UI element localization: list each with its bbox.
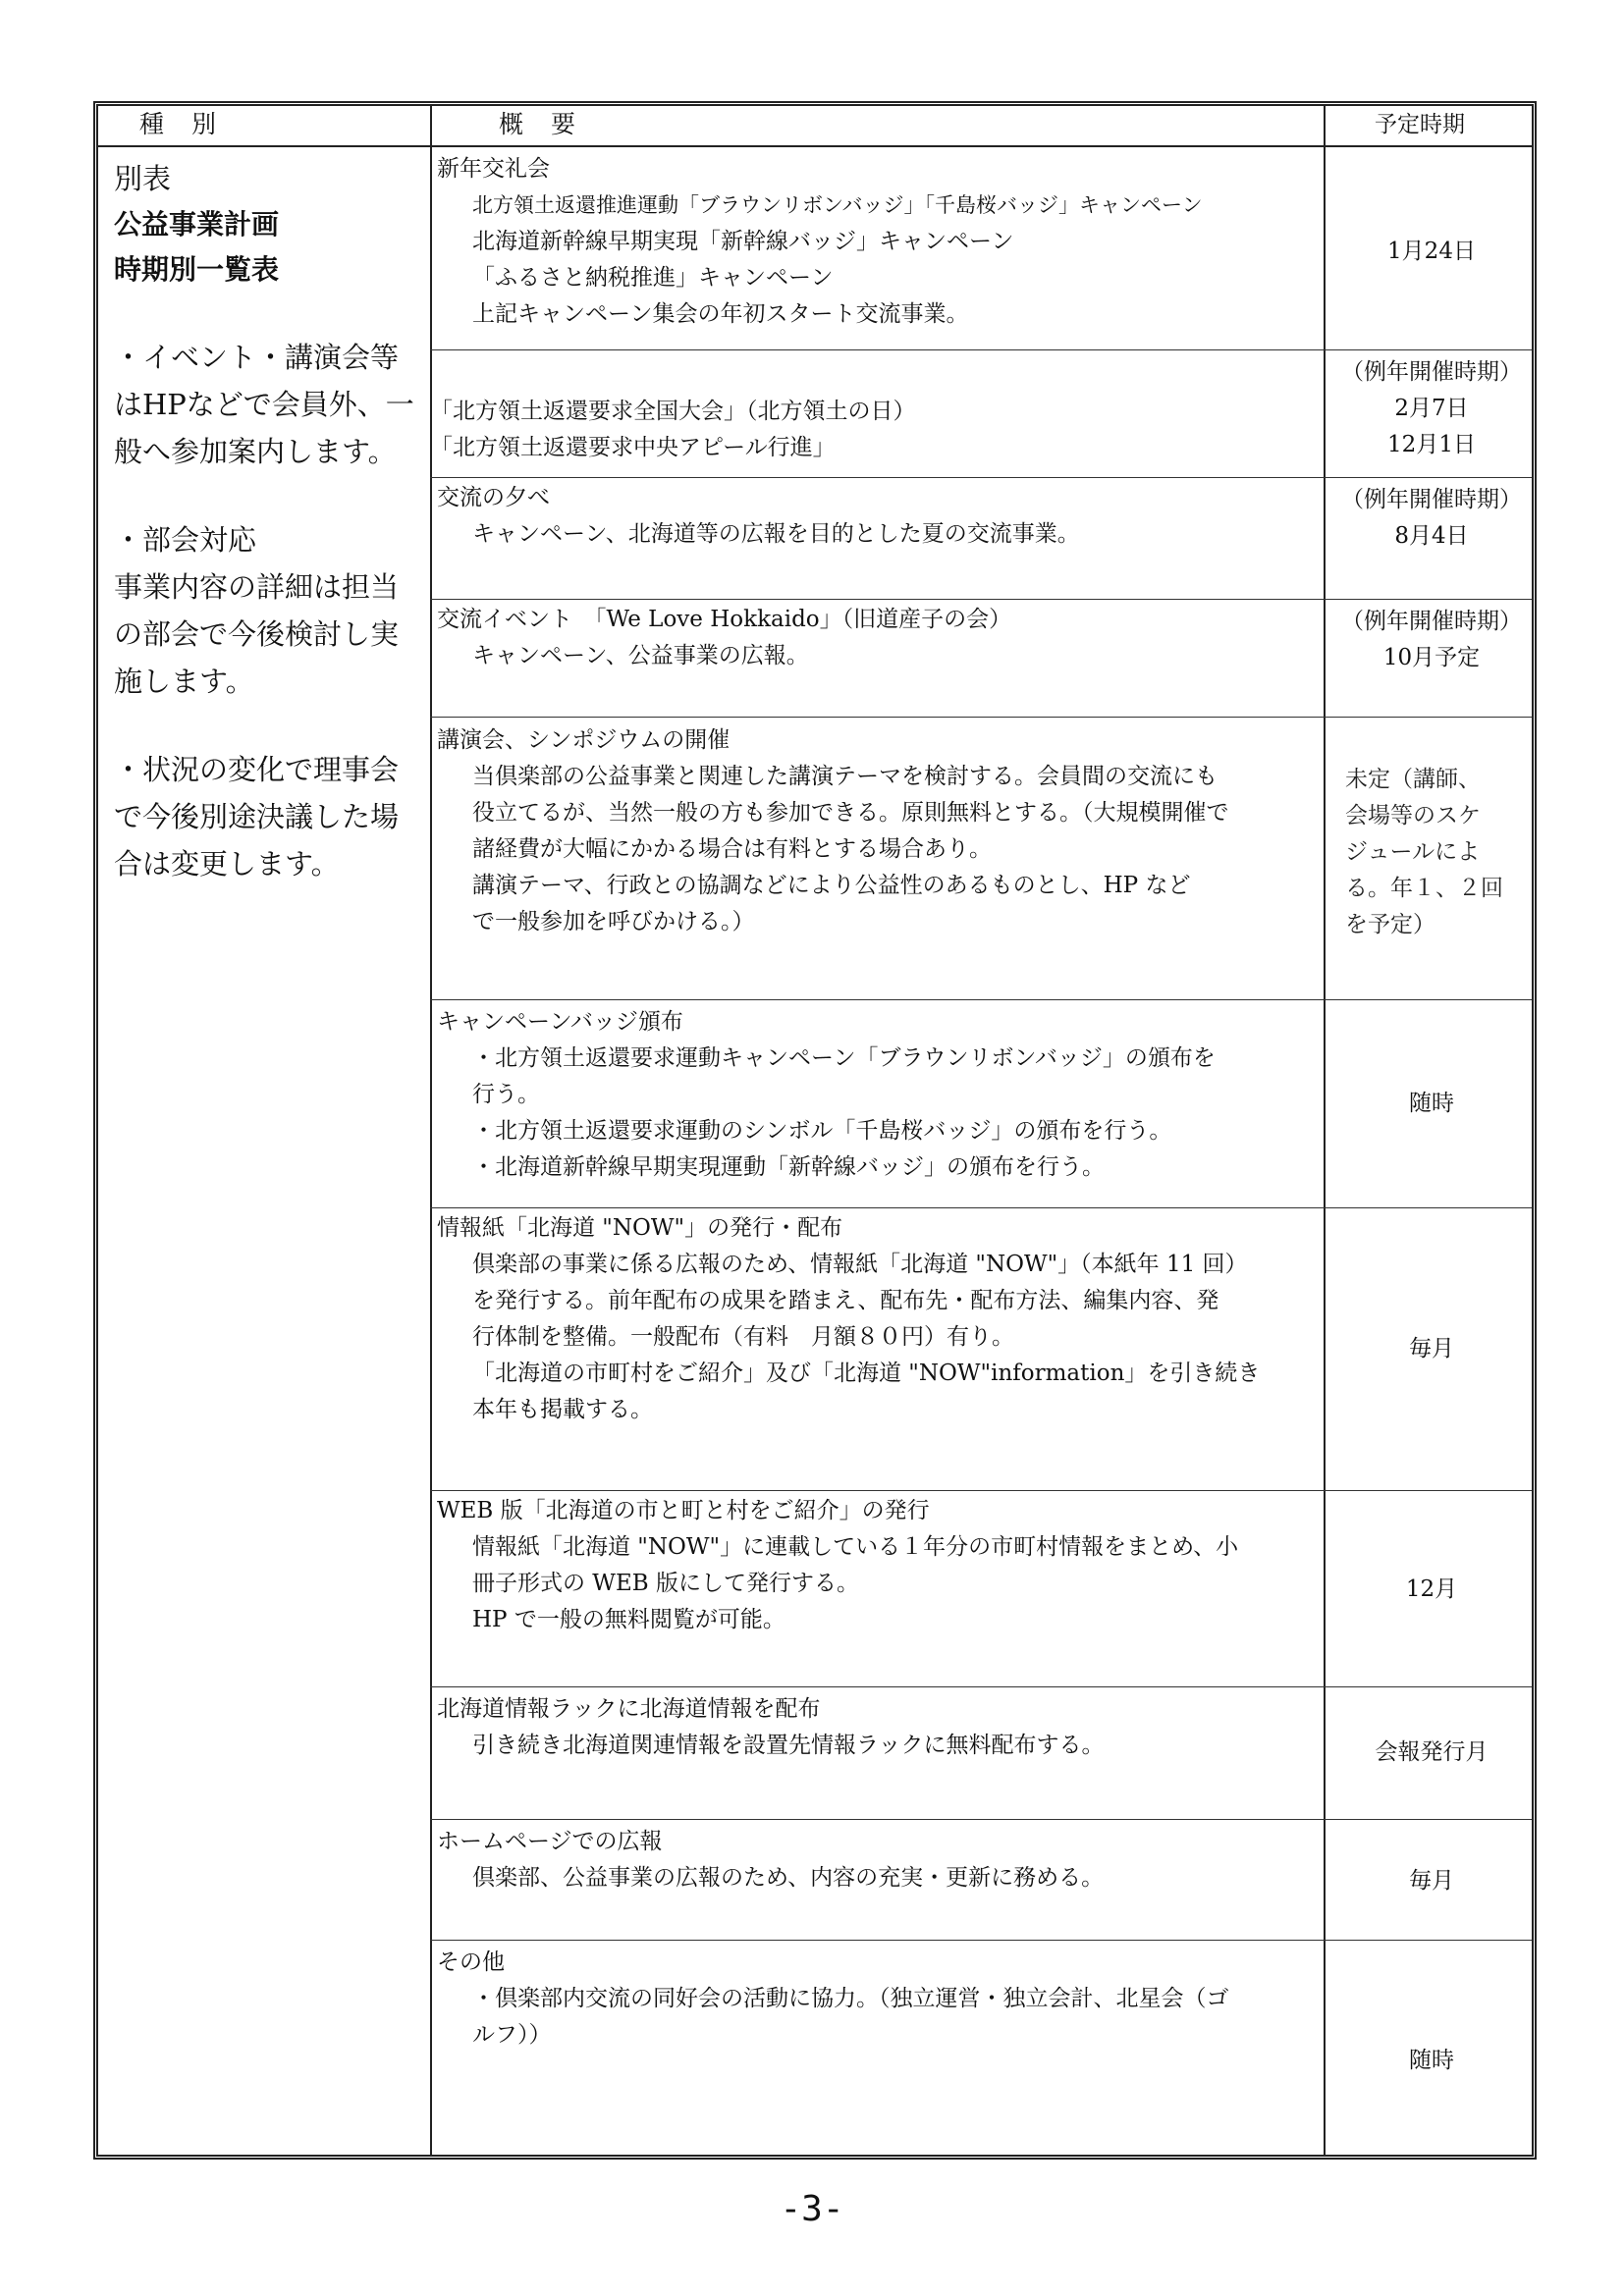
row-line: HP で一般の無料閲覧が可能。 — [472, 1607, 785, 1632]
row-line: 情報紙「北海道 "NOW"」に連載している１年分の市町村情報をまとめ、小 — [472, 1534, 1239, 1560]
row-info-rack — [437, 1691, 1326, 1764]
row-title: ホームページでの広報 — [437, 1829, 663, 1854]
row-title: 交流イベント 「We Love Hokkaido」（旧道産子の会） — [437, 607, 1012, 632]
row-divider — [430, 349, 1532, 350]
row-schedule — [1333, 2043, 1530, 2079]
schedule-value: 12月1日 — [1387, 432, 1476, 457]
row-we-love-hokkaido — [437, 602, 1326, 674]
row-schedule — [1333, 604, 1530, 676]
row-title: WEB 版「北海道の市と町と村をご紹介」の発行 — [437, 1498, 930, 1523]
row-badge-distribution — [437, 1004, 1326, 1186]
header-category: 種別 — [139, 110, 244, 138]
row-line: キャンペーン、公益事業の広報。 — [472, 643, 809, 668]
row-line: ルフ）） — [472, 2022, 552, 2048]
schedule-value: 会場等のスケ — [1345, 803, 1481, 828]
row-lecture-symposium — [437, 722, 1326, 940]
row-divider — [430, 1819, 1532, 1820]
row-title: 新年交礼会 — [437, 156, 550, 182]
row-schedule — [1333, 762, 1532, 943]
row-line: 役立てるが、当然一般の方も参加できる。原則無料とする。（大規模開催で — [472, 800, 1229, 826]
row-schedule — [1333, 482, 1530, 555]
row-line: 北方領土返還推進運動「ブラウンリボンバッジ」「千島桜バッジ」キャンペーン — [472, 193, 1203, 217]
row-line: ・北海道新幹線早期実現運動「新幹線バッジ」の頒布を行う。 — [472, 1154, 1105, 1180]
schedule-value: を予定） — [1345, 912, 1435, 937]
row-web-edition — [437, 1493, 1326, 1638]
row-divider — [430, 999, 1532, 1000]
row-national-rally — [430, 394, 1319, 466]
row-title: その他 — [437, 1949, 505, 1975]
schedule-value: 毎月 — [1409, 1336, 1454, 1362]
row-title: 情報紙「北海道 "NOW"」の発行・配布 — [437, 1215, 843, 1241]
row-schedule — [1333, 1331, 1530, 1367]
row-line: 倶楽部、公益事業の広報のため、内容の充実・更新に務める。 — [472, 1865, 1105, 1891]
row-line: 行体制を整備。一般配布（有料 月額８０円）有り。 — [472, 1324, 1014, 1350]
schedule-value: （例年開催時期） — [1341, 487, 1522, 512]
appendix-label: 別表 — [114, 162, 172, 195]
row-line: ・倶楽部内交流の同好会の活動に協力。（独立運営・独立会計、北星会（ゴ — [472, 1986, 1229, 2011]
row-schedule — [1333, 234, 1530, 270]
row-line: 講演テーマ、行政との協調などにより公益性のあるものとし、HP など — [472, 873, 1191, 898]
schedule-value: 未定（講師、 — [1345, 767, 1481, 792]
header-divider — [98, 145, 1532, 147]
row-homepage — [437, 1824, 1326, 1896]
row-line: 倶楽部の事業に係る広報のため、情報紙「北海道 "NOW"」（本紙年 11 回） — [472, 1252, 1248, 1277]
row-divider — [430, 1940, 1532, 1941]
row-divider — [430, 477, 1532, 478]
row-line: を発行する。前年配布の成果を踏まえ、配布先・配布方法、編集内容、発 — [472, 1288, 1219, 1313]
schedule-value: 10月予定 — [1382, 645, 1481, 670]
row-new-year — [437, 151, 1326, 333]
row-newsletter — [437, 1210, 1326, 1428]
note-changes: ・状況の変化で理事会で今後別途決議した場合は変更します。 — [114, 753, 400, 881]
row-line: 「ふるさと納税推進」キャンペーン — [472, 265, 834, 291]
row-line: ・北方領土返還要求運動のシンボル「千島桜バッジ」の頒布を行う。 — [472, 1118, 1172, 1144]
row-title: 北海道情報ラックに北海道情報を配布 — [437, 1696, 821, 1722]
row-other — [437, 1945, 1326, 2054]
row-schedule — [1333, 1863, 1530, 1899]
row-divider — [430, 1207, 1532, 1208]
schedule-value: 2月7日 — [1394, 396, 1469, 421]
schedule-value: 12月 — [1405, 1576, 1458, 1602]
plan-table — [93, 101, 1537, 2160]
page-number: -3- — [780, 2189, 844, 2229]
row-line: ・北方領土返還要求運動キャンペーン「ブラウンリボンバッジ」の頒布を — [472, 1045, 1216, 1071]
row-evening-exchange — [437, 480, 1326, 553]
schedule-value: る。年１、２回 — [1345, 876, 1503, 901]
row-title: キャンペーンバッジ頒布 — [437, 1009, 683, 1035]
row-line: で一般参加を呼びかける。） — [472, 909, 755, 934]
row-divider — [430, 599, 1532, 600]
header-schedule: 予定時期 — [1375, 112, 1465, 137]
row-line: 「北方領土返還要求中央アピール行進」 — [430, 435, 836, 460]
row-schedule — [1333, 354, 1530, 463]
row-title: 交流の夕べ — [437, 485, 550, 510]
row-line: 本年も掲載する。 — [472, 1397, 653, 1422]
row-divider — [430, 717, 1532, 718]
schedule-value: 8月4日 — [1394, 523, 1469, 549]
row-line: 当倶楽部の公益事業と関連した講演テーマを検討する。会員間の交流にも — [472, 764, 1218, 789]
row-line: 上記キャンペーン集会の年初スタート交流事業。 — [472, 301, 969, 327]
row-line: 北海道新幹線早期実現「新幹線バッジ」キャンペーン — [472, 229, 1014, 254]
schedule-value: 随時 — [1409, 2048, 1454, 2073]
category-column — [114, 155, 420, 887]
row-schedule — [1333, 1572, 1530, 1608]
schedule-value: 随時 — [1409, 1091, 1454, 1116]
row-divider — [430, 1490, 1532, 1491]
plan-subtitle: 時期別一覧表 — [114, 253, 280, 286]
note-subcommittee-head: ・部会対応 — [114, 523, 257, 557]
schedule-value: 1月24日 — [1387, 239, 1476, 264]
row-schedule — [1333, 1086, 1530, 1122]
schedule-value: 会報発行月 — [1375, 1739, 1489, 1765]
row-divider — [430, 1686, 1532, 1687]
header-summary: 概要 — [499, 110, 604, 138]
row-line: 「北海道の市町村をご紹介」及び「北海道 "NOW"information」を引き続き — [472, 1361, 1261, 1386]
note-subcommittee-body: 事業内容の詳細は担当の部会で今後検討し実施します。 — [114, 570, 400, 698]
note-events: ・イベント・講演会等はHPなどで会員外、一般へ参加案内します。 — [114, 341, 414, 468]
plan-title: 公益事業計画 — [114, 208, 280, 240]
row-line: 「北方領土返還要求全国大会」（北方領土の日） — [430, 399, 916, 424]
row-schedule — [1333, 1735, 1530, 1771]
row-line: キャンペーン、北海道等の広報を目的とした夏の交流事業。 — [472, 521, 1080, 547]
row-line: 行う。 — [472, 1082, 540, 1107]
schedule-value: 毎月 — [1409, 1868, 1454, 1894]
row-line: 冊子形式の WEB 版にして発行する。 — [472, 1571, 859, 1596]
schedule-value: （例年開催時期） — [1341, 359, 1522, 385]
schedule-value: （例年開催時期） — [1341, 609, 1522, 634]
row-title: 講演会、シンポジウムの開催 — [437, 727, 731, 753]
row-line: 諸経費が大幅にかかる場合は有料とする場合あり。 — [472, 836, 992, 862]
row-line: 引き続き北海道関連情報を設置先情報ラックに無料配布する。 — [472, 1733, 1105, 1758]
schedule-value: ジュールによ — [1345, 839, 1481, 865]
